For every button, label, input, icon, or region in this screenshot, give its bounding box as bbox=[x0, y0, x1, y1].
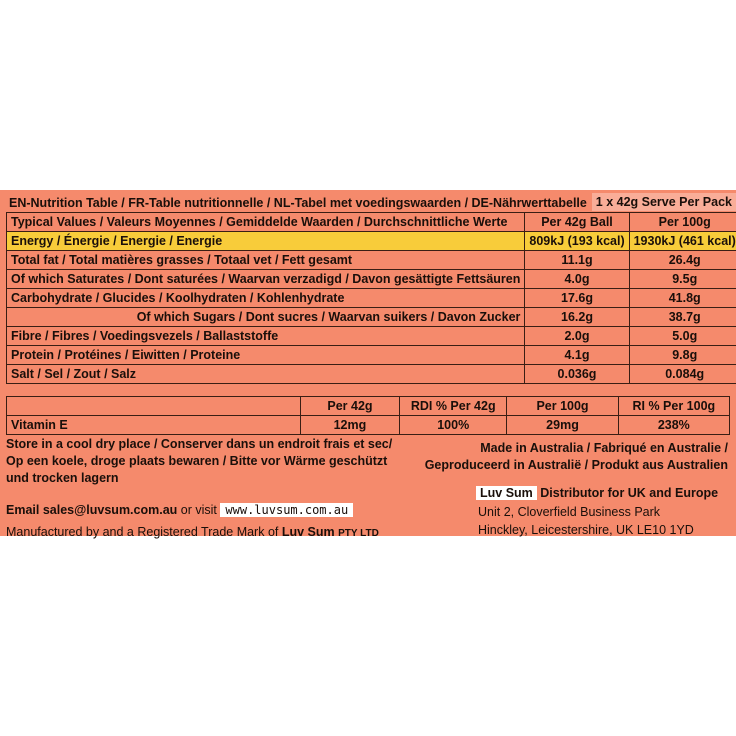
vitamin-value: 12mg bbox=[300, 416, 399, 435]
or-visit-text: or visit bbox=[180, 503, 217, 517]
table-row-total-fat bbox=[7, 251, 736, 270]
vitamin-row bbox=[7, 416, 730, 435]
row-per-ball: 0.036g bbox=[525, 365, 629, 384]
table-title: EN-Nutrition Table / FR-Table nutritionnelle / NL-Tabel met voedingswaarden / DE-Nährwerttabelle bbox=[9, 196, 587, 210]
vitamin-col-per-100g: Per 100g bbox=[507, 397, 618, 416]
nutrition-label bbox=[0, 190, 736, 539]
row-per-100g: 38.7g bbox=[629, 308, 736, 327]
distributor-address bbox=[478, 503, 694, 539]
row-per-ball: 17.6g bbox=[525, 289, 629, 308]
vitamin-col-ri-100g: RI % Per 100g bbox=[618, 397, 729, 416]
row-label: Of which Sugars / Dont sucres / Waarvan suikers / Davon Zucker bbox=[7, 308, 525, 327]
nutrition-table bbox=[6, 212, 736, 384]
row-label: Salt / Sel / Zout / Salz bbox=[7, 365, 525, 384]
table-row-energy bbox=[7, 232, 736, 251]
col-header-typical-values: Typical Values / Valeurs Moyennes / Gemiddelde Waarden / Durchschnittliche Werte bbox=[7, 213, 525, 232]
row-per-ball: 16.2g bbox=[525, 308, 629, 327]
row-label: Carbohydrate / Glucides / Koolhydraten / Kohlenhydrate bbox=[7, 289, 525, 308]
table-row-carbohydrate bbox=[7, 289, 736, 308]
row-label: Fibre / Fibres / Voedingsvezels / Ballaststoffe bbox=[7, 327, 525, 346]
row-per-100g: 1930kJ (461 kcal) bbox=[629, 232, 736, 251]
manufacturer-line bbox=[6, 524, 379, 542]
made-in-text: Made in Australia / Fabriqué en Australie / Geproduceerd in Australië / Produkt aus Australien bbox=[424, 441, 728, 472]
table-row-protein bbox=[7, 346, 736, 365]
table-header-row bbox=[7, 213, 736, 232]
address-line-2: Hinckley, Leicestershire, UK LE10 1YD bbox=[478, 523, 694, 537]
row-per-100g: 41.8g bbox=[629, 289, 736, 308]
vitamin-value: 238% bbox=[618, 416, 729, 435]
col-header-per-100g: Per 100g bbox=[629, 213, 736, 232]
storage-instructions: Store in a cool dry place / Conserver dans un endroit frais et sec/ Op een koele, droge plaats bewaren / Bitte vor Wärme geschützt und trocken lagern bbox=[6, 437, 393, 485]
vitamin-header-blank bbox=[7, 397, 301, 416]
table-row-salt bbox=[7, 365, 736, 384]
row-label: Total fat / Total matières grasses / Totaal vet / Fett gesamt bbox=[7, 251, 525, 270]
col-header-per-ball: Per 42g Ball bbox=[525, 213, 629, 232]
vitamin-table bbox=[6, 396, 730, 435]
table-row-fibre bbox=[7, 327, 736, 346]
brand-logo: Luv Sum bbox=[476, 486, 537, 500]
email-text[interactable]: Email sales@luvsum.com.au bbox=[6, 503, 178, 517]
vitamin-header-row bbox=[7, 397, 730, 416]
vitamin-value: 100% bbox=[400, 416, 507, 435]
distributor-text: Distributor for UK and Europe bbox=[540, 486, 719, 500]
company-name: Luv Sum bbox=[281, 525, 335, 539]
serve-badge: 1 x 42g Serve Per Pack bbox=[592, 193, 736, 211]
email-line bbox=[6, 502, 353, 519]
manufactured-text: Manufactured by and a Registered Trade Mark of bbox=[6, 525, 279, 539]
row-label: Energy / Énergie / Energie / Energie bbox=[7, 232, 525, 251]
row-per-100g: 0.084g bbox=[629, 365, 736, 384]
row-per-ball: 4.0g bbox=[525, 270, 629, 289]
table-row-saturates bbox=[7, 270, 736, 289]
address-line-1: Unit 2, Cloverfield Business Park bbox=[478, 505, 661, 519]
row-per-ball: 11.1g bbox=[525, 251, 629, 270]
vitamin-col-rdi-42g: RDI % Per 42g bbox=[400, 397, 507, 416]
vitamin-col-per-42g: Per 42g bbox=[300, 397, 399, 416]
row-per-ball: 2.0g bbox=[525, 327, 629, 346]
table-row-sugars bbox=[7, 308, 736, 327]
vitamin-label: Vitamin E bbox=[7, 416, 301, 435]
row-per-100g: 5.0g bbox=[629, 327, 736, 346]
vitamin-value: 29mg bbox=[507, 416, 618, 435]
row-per-ball: 809kJ (193 kcal) bbox=[525, 232, 629, 251]
distributor-line bbox=[476, 485, 718, 502]
row-label: Of which Saturates / Dont saturées / Waarvan verzadigd / Davon gesättigte Fettsäuren bbox=[7, 270, 525, 289]
company-suffix: PTY LTD bbox=[338, 528, 379, 539]
row-per-ball: 4.1g bbox=[525, 346, 629, 365]
row-label: Protein / Protéines / Eiwitten / Proteine bbox=[7, 346, 525, 365]
row-per-100g: 26.4g bbox=[629, 251, 736, 270]
row-per-100g: 9.5g bbox=[629, 270, 736, 289]
row-per-100g: 9.8g bbox=[629, 346, 736, 365]
website-link[interactable]: www.luvsum.com.au bbox=[220, 503, 353, 517]
